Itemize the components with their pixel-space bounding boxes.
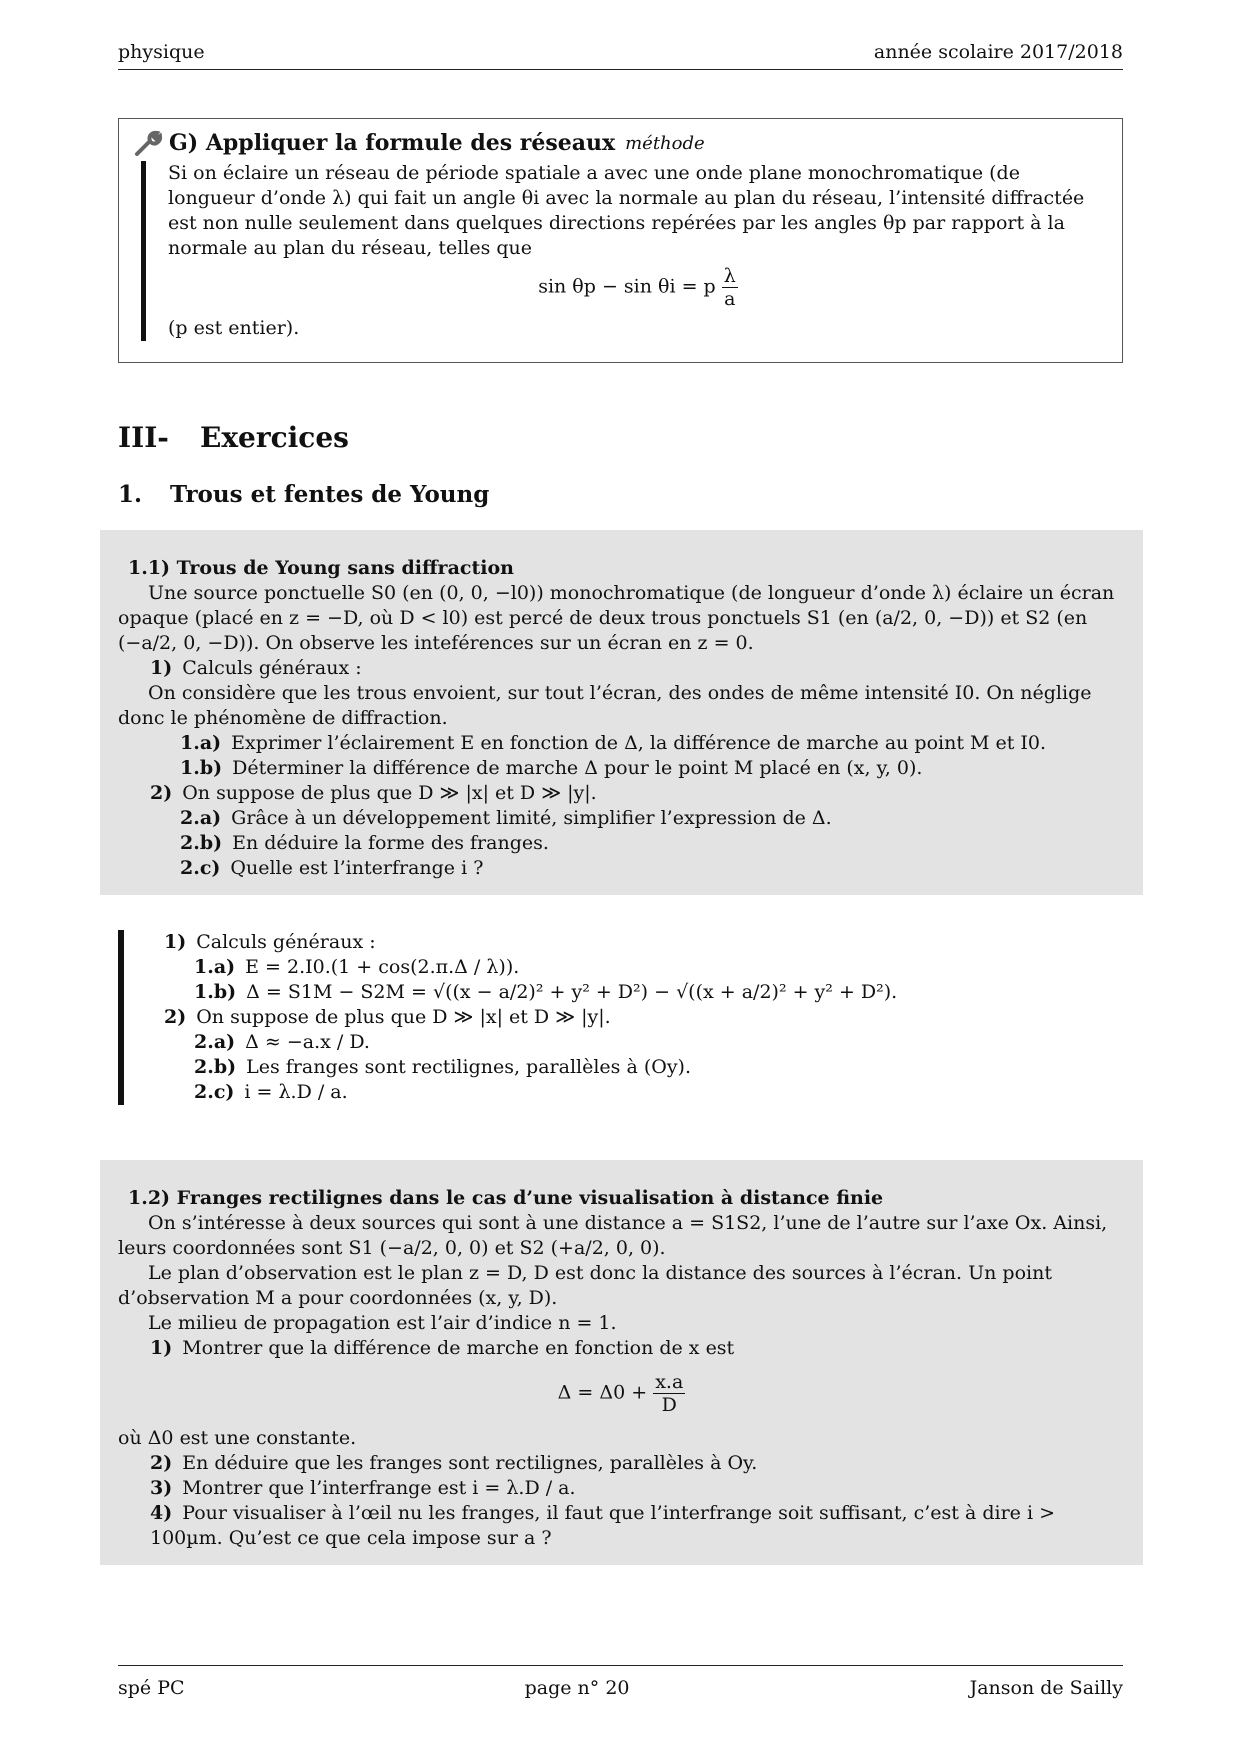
exercise-intro: Une source ponctuelle S0 (en (0, 0, −l0)) monochromatique (de longueur d’onde λ) éclaire un écran opaque (placé en z = −D, où D < l0) est percé de deux trous ponctuels S1 (en (a/2, 0, −D)) et S2 (en (−a/2, 0, −D)). On observe les inteférences sur un écran en z = 0. bbox=[118, 582, 1115, 654]
solution-label: 1.b) bbox=[194, 981, 237, 1003]
method-text: Si on éclaire un réseau de période spatiale a avec une onde plane monochromatique (de longueur d’onde λ) qui fait un angle θi avec la normale au plan du réseau, l’intensité diffractée est non nulle seulement dans quelques directions repérées par les angles θp par rapport à la normale au plan du réseau, telles que bbox=[168, 162, 1085, 259]
solution-text: Δ ≈ −a.x / D. bbox=[245, 1031, 370, 1053]
question-text: Exprimer l’éclairement E en fonction de Δ, la différence de marche au point M et I0. bbox=[231, 732, 1047, 754]
path-difference-formula bbox=[118, 1371, 1125, 1416]
wrench-icon bbox=[133, 129, 165, 157]
formula-num: x.a bbox=[655, 1371, 684, 1393]
section-title: Exercices bbox=[200, 421, 349, 454]
method-note: (p est entier). bbox=[168, 317, 300, 339]
question-text: Montrer que l’interfrange est i = λ.D / a. bbox=[182, 1477, 576, 1499]
question-2 bbox=[118, 1451, 1125, 1476]
formula-left: Δ = Δ0 + bbox=[557, 1381, 648, 1404]
question-label: 1.b) bbox=[180, 757, 223, 779]
solution-label: 2.a) bbox=[194, 1031, 236, 1053]
question-label: 1.a) bbox=[180, 732, 222, 754]
exercise-title: 1.1) Trous de Young sans diffraction bbox=[128, 557, 514, 579]
header-school-year: année scolaire 2017/2018 bbox=[873, 41, 1123, 63]
question-label: 2) bbox=[150, 782, 173, 804]
question-1b bbox=[118, 756, 1125, 781]
section-heading bbox=[118, 421, 349, 454]
footer-class: spé PC bbox=[118, 1677, 185, 1699]
question-3 bbox=[118, 1476, 1125, 1501]
question-label: 2.c) bbox=[180, 857, 221, 879]
question-1a bbox=[118, 731, 1125, 756]
solution-label: 2.b) bbox=[194, 1056, 237, 1078]
question-1 bbox=[118, 1336, 1125, 1361]
formula-den: D bbox=[661, 1394, 677, 1416]
solution-label: 1) bbox=[164, 931, 187, 953]
question-text: Quelle est l’interfrange i ? bbox=[230, 857, 484, 879]
question-2c bbox=[118, 856, 1125, 881]
method-box bbox=[118, 118, 1123, 363]
question-label: 1) bbox=[150, 1337, 173, 1359]
method-body bbox=[141, 161, 1108, 341]
solution-text: Δ = S1M − S2M = √((x − a/2)² + y² + D²) − √((x + a/2)² + y² + D²). bbox=[246, 981, 898, 1003]
question-text: Déterminer la différence de marche Δ pour le point M placé en (x, y, 0). bbox=[232, 757, 923, 779]
question-text: En déduire la forme des franges. bbox=[232, 832, 549, 854]
solution-text: Calculs généraux : bbox=[196, 931, 376, 953]
solution-q1a bbox=[164, 955, 1123, 980]
question-1-desc: On considère que les trous envoient, sur tout l’écran, des ondes de même intensité I0. On néglige donc le phénomène de diffraction. bbox=[118, 682, 1092, 729]
question-2a bbox=[118, 806, 1125, 831]
question-4 bbox=[118, 1501, 1125, 1551]
section-number: III- bbox=[118, 421, 169, 454]
exercise-title: 1.2) Franges rectilignes dans le cas d’une visualisation à distance finie bbox=[128, 1187, 884, 1209]
method-title bbox=[133, 129, 1108, 157]
subsection-heading bbox=[118, 482, 489, 507]
page-footer bbox=[118, 1665, 1123, 1701]
solution-text: E = 2.I0.(1 + cos(2.π.Δ / λ)). bbox=[245, 956, 520, 978]
exercise-paragraph: Le plan d’observation est le plan z = D, D est donc la distance des sources à l’écran. Un point d’observation M a pour coordonnées (x, y, D). bbox=[118, 1262, 1052, 1309]
grating-formula-num: λ bbox=[723, 265, 736, 287]
exercise-paragraph: On s’intéresse à deux sources qui sont à une distance a = S1S2, l’une de l’autre sur l’axe Ox. Ainsi, leurs coordonnées sont S1 (−a/2, 0, 0) et S2 (+a/2, 0, 0). bbox=[118, 1212, 1108, 1259]
grating-formula-left: sin θp − sin θi = p bbox=[538, 275, 716, 298]
question-text: Pour visualiser à l’œil nu les franges, il faut que l’interfrange soit suffisant, c’est à dire i > 100µm. Qu’est ce que cela impose sur a ? bbox=[150, 1502, 1055, 1549]
solution-text: Les franges sont rectilignes, parallèles à (Oy). bbox=[246, 1056, 692, 1078]
solution-1-1 bbox=[118, 930, 1123, 1105]
exercise-paragraph: Le milieu de propagation est l’air d’indice n = 1. bbox=[148, 1312, 617, 1334]
solution-q2c bbox=[164, 1080, 1123, 1105]
header-subject: physique bbox=[118, 41, 205, 63]
grating-formula-fraction bbox=[722, 265, 738, 310]
subsection-title: Trous et fentes de Young bbox=[170, 481, 490, 508]
question-label: 2) bbox=[150, 1452, 173, 1474]
question-text: Grâce à un développement limité, simplifier l’expression de Δ. bbox=[231, 807, 832, 829]
question-text: Calculs généraux : bbox=[182, 657, 362, 679]
solution-label: 2) bbox=[164, 1006, 187, 1028]
page-header bbox=[118, 40, 1123, 70]
solution-label: 2.c) bbox=[194, 1081, 235, 1103]
grating-formula-den: a bbox=[724, 288, 736, 310]
question-2b bbox=[118, 831, 1125, 856]
formula-fraction bbox=[653, 1371, 685, 1416]
question-text: En déduire que les franges sont rectilignes, parallèles à Oy. bbox=[182, 1452, 758, 1474]
solution-q2b bbox=[164, 1055, 1123, 1080]
footer-page-number: page n° 20 bbox=[524, 1677, 630, 1699]
formula-note: où Δ0 est une constante. bbox=[118, 1427, 357, 1449]
question-label: 2.a) bbox=[180, 807, 222, 829]
solution-q1 bbox=[164, 930, 1123, 955]
footer-school: Janson de Sailly bbox=[969, 1677, 1123, 1699]
question-text: On suppose de plus que D ≫ |x| et D ≫ |y|. bbox=[182, 782, 597, 804]
solution-q2 bbox=[164, 1005, 1123, 1030]
solution-text: On suppose de plus que D ≫ |x| et D ≫ |y|. bbox=[196, 1006, 611, 1028]
question-label: 2.b) bbox=[180, 832, 223, 854]
question-2 bbox=[118, 781, 1125, 806]
question-label: 4) bbox=[150, 1502, 173, 1524]
question-1 bbox=[118, 656, 1125, 681]
solution-q2a bbox=[164, 1030, 1123, 1055]
method-tag: méthode bbox=[625, 132, 705, 154]
solution-text: i = λ.D / a. bbox=[244, 1081, 348, 1103]
question-label: 1) bbox=[150, 657, 173, 679]
solution-q1b bbox=[164, 980, 1123, 1005]
exercise-1-2 bbox=[100, 1160, 1143, 1565]
subsection-number: 1. bbox=[118, 481, 143, 508]
exercise-1-1 bbox=[100, 530, 1143, 895]
method-title-text: G) Appliquer la formule des réseaux bbox=[169, 129, 616, 156]
grating-formula bbox=[168, 265, 1108, 310]
question-text: Montrer que la différence de marche en fonction de x est bbox=[182, 1337, 735, 1359]
question-label: 3) bbox=[150, 1477, 173, 1499]
solution-label: 1.a) bbox=[194, 956, 236, 978]
